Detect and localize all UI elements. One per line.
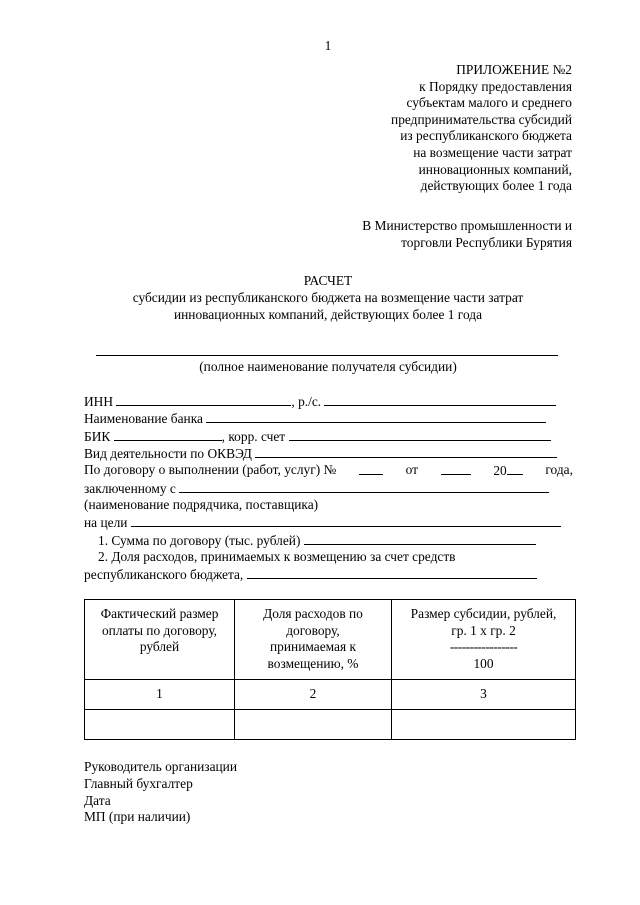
contractor-field[interactable] bbox=[179, 480, 549, 493]
account-field[interactable] bbox=[324, 393, 556, 406]
item2-line2: республиканского бюджета, bbox=[84, 567, 244, 582]
appendix-line: на возмещение части затрат bbox=[413, 144, 572, 160]
subtitle-line: субсидии из республиканского бюджета на возмещение части затрат bbox=[132, 290, 524, 305]
corr-account-label: , корр. счет bbox=[221, 429, 286, 444]
corr-account-field[interactable] bbox=[289, 428, 551, 441]
signature-line: Руководитель организации bbox=[84, 759, 238, 774]
header-actual-payment: Фактический размер оплаты по договору, рублей bbox=[85, 600, 235, 680]
contract-year-field[interactable] bbox=[507, 462, 523, 475]
appendix-line: предпринимательства субсидий bbox=[391, 111, 572, 127]
column-number: 1 bbox=[85, 680, 235, 710]
addressee-line: В Министерство промышленности и bbox=[362, 218, 572, 233]
reimbursement-share-field[interactable] bbox=[247, 566, 537, 579]
purpose-row bbox=[84, 514, 561, 532]
subsidy-amount-cell[interactable] bbox=[392, 710, 576, 740]
inn-row bbox=[84, 393, 556, 411]
purpose-label: на цели bbox=[84, 515, 128, 530]
recipient-name-caption: (полное наименование получателя субсидии) bbox=[199, 359, 457, 374]
signature-line: Дата bbox=[84, 792, 111, 808]
page-number: 1 bbox=[324, 38, 332, 53]
table-header-row bbox=[85, 600, 576, 680]
item2-line2-row bbox=[84, 566, 537, 584]
signature-block bbox=[84, 759, 237, 826]
bank-field[interactable] bbox=[206, 410, 546, 423]
concluded-label: заключенному с bbox=[84, 481, 176, 496]
appendix-line: из республиканского бюджета bbox=[400, 128, 572, 144]
appendix-line: субъектам малого и среднего bbox=[406, 95, 572, 111]
calculation-table bbox=[84, 599, 576, 740]
header-expense-share: Доля расходов по договору, принимаемая к возмещению, % bbox=[235, 600, 392, 680]
contract-number-field[interactable] bbox=[359, 462, 383, 475]
contract-number-label: По договору о выполнении (работ, услуг) № bbox=[84, 462, 337, 477]
okved-row bbox=[84, 445, 557, 463]
recipient-name-field[interactable] bbox=[96, 355, 558, 356]
bank-label: Наименование банка bbox=[84, 411, 203, 426]
appendix-line: ПРИЛОЖЕНИЕ №2 bbox=[456, 62, 572, 77]
okved-label: Вид деятельности по ОКВЭД bbox=[84, 446, 252, 461]
bik-label: БИК bbox=[84, 429, 111, 444]
addressee-block bbox=[362, 218, 572, 251]
contract-from-label: от bbox=[405, 462, 418, 477]
contract-year-prefix: 20 bbox=[493, 462, 522, 480]
account-label: , р./с. bbox=[291, 394, 322, 409]
appendix-line: к Порядку предоставления bbox=[419, 78, 572, 94]
column-number: 3 bbox=[392, 680, 576, 710]
actual-payment-cell[interactable] bbox=[85, 710, 235, 740]
bank-row bbox=[84, 410, 546, 428]
okved-field[interactable] bbox=[255, 445, 557, 458]
contract-amount-field[interactable] bbox=[304, 532, 536, 545]
bik-row bbox=[84, 428, 551, 446]
document-subtitle bbox=[84, 290, 572, 323]
contractor-caption: (наименование подрядчика, поставщика) bbox=[84, 497, 319, 512]
inn-label: ИНН bbox=[84, 394, 114, 409]
item1-label: 1. Сумма по договору (тыс. рублей) bbox=[98, 533, 301, 548]
table-row bbox=[85, 710, 576, 740]
header-subsidy-amount: Размер субсидии, рублей, гр. 1 х гр. 2 ----------------- 100 bbox=[392, 600, 576, 680]
appendix-line: инновационных компаний, bbox=[418, 161, 572, 177]
contract-date-field[interactable] bbox=[441, 462, 471, 475]
document-title: РАСЧЕТ bbox=[303, 273, 353, 288]
column-number: 2 bbox=[235, 680, 392, 710]
signature-line: Главный бухгалтер bbox=[84, 775, 193, 791]
inn-field[interactable] bbox=[116, 393, 291, 406]
expense-share-cell[interactable] bbox=[235, 710, 392, 740]
contract-row bbox=[84, 462, 573, 480]
bik-field[interactable] bbox=[114, 428, 222, 441]
item1-row bbox=[98, 532, 536, 550]
signature-line: МП (при наличии) bbox=[84, 809, 191, 825]
appendix-block bbox=[391, 62, 572, 195]
concluded-row bbox=[84, 480, 549, 498]
contract-year-suffix: года, bbox=[545, 462, 573, 477]
addressee-line: торговли Республики Бурятия bbox=[401, 234, 572, 250]
purpose-field[interactable] bbox=[131, 514, 561, 527]
appendix-line: действующих более 1 года bbox=[420, 178, 572, 194]
item2-line1: 2. Доля расходов, принимаемых к возмещению за счет средств bbox=[98, 549, 456, 564]
table-row bbox=[85, 680, 576, 710]
subtitle-line: инновационных компаний, действующих более 1 года bbox=[173, 306, 483, 322]
